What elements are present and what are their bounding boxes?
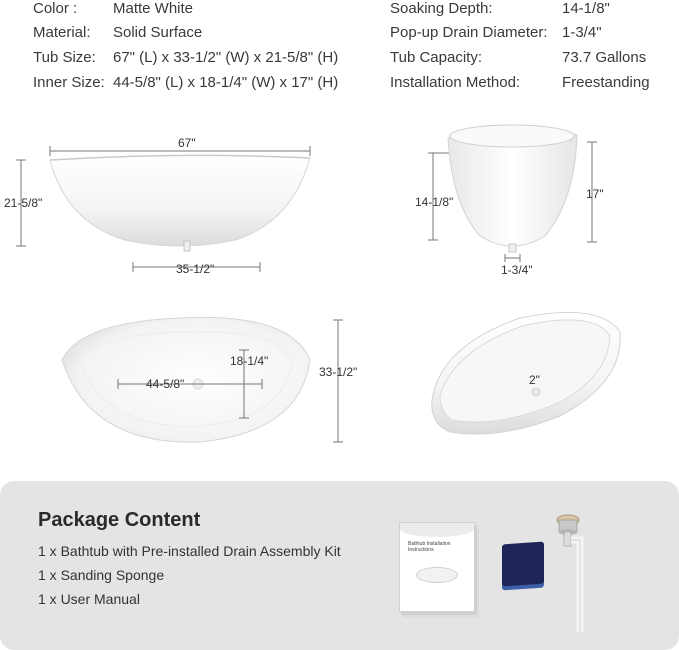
- dim-section-depth: 14-1/8": [415, 195, 454, 209]
- dim-section-height: 17": [586, 187, 604, 201]
- spec-value-material: Solid Surface: [113, 24, 203, 41]
- dim-side-base: 35-1/2": [176, 262, 215, 276]
- tub-side-view: [0, 0, 679, 300]
- dim-drain-hole: 2": [529, 373, 540, 387]
- spec-value-drain-diameter: 1-3/4": [562, 24, 602, 41]
- spec-label-tub-size: Tub Size:: [33, 49, 96, 66]
- spec-value-soaking-depth: 14-1/8": [562, 0, 610, 17]
- dim-side-height: 21-5/8": [4, 196, 43, 210]
- spec-label-soaking-depth: Soaking Depth:: [390, 0, 493, 17]
- spec-label-material: Material:: [33, 24, 91, 41]
- spec-value-color: Matte White: [113, 0, 194, 17]
- package-item-bathtub: 1 x Bathtub with Pre-installed Drain Assembly Kit: [38, 543, 341, 559]
- spec-value-inner-size: 44-5/8" (L) x 18-1/4" (W) x 17" (H): [113, 74, 339, 91]
- spec-label-drain-diameter: Pop-up Drain Diameter:: [390, 24, 548, 41]
- spec-label-inner-size: Inner Size:: [33, 74, 105, 91]
- spec-label-color: Color :: [33, 0, 78, 17]
- spec-value-tub-size: 67" (L) x 33-1/2" (W) x 21-5/8" (H): [113, 49, 339, 66]
- spec-value-tub-capacity: 73.7 Gallons: [562, 49, 647, 66]
- spec-label-tub-capacity: Tub Capacity:: [390, 49, 482, 66]
- drain-assembly: [550, 508, 590, 638]
- sanding-sponge: [502, 542, 544, 587]
- dim-top-inner-length: 44-5/8": [146, 377, 185, 391]
- spec-value-installation: Freestanding: [562, 74, 650, 91]
- spec-label-installation: Installation Method:: [390, 74, 521, 91]
- tub-top-view: [0, 300, 679, 480]
- package-item-sponge: 1 x Sanding Sponge: [38, 567, 165, 583]
- dim-drain-diameter: 1-3/4": [501, 263, 533, 277]
- package-title: Package Content: [38, 509, 201, 531]
- manual-booklet: [399, 522, 475, 612]
- dim-top-inner-width: 18-1/4": [230, 354, 269, 368]
- dim-top-width: 33-1/2": [319, 365, 358, 379]
- dim-side-length: 67": [178, 136, 196, 150]
- manual-title: Bathtub Installation Instructions: [408, 541, 451, 553]
- package-item-manual: 1 x User Manual: [38, 591, 140, 607]
